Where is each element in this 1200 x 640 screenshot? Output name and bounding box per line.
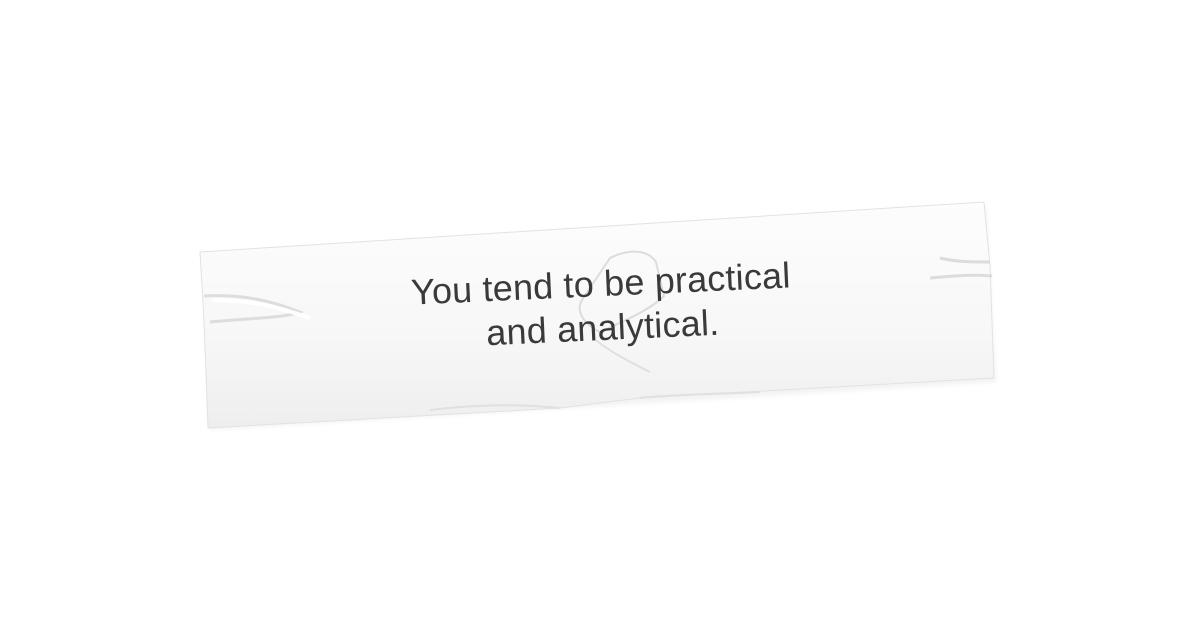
fortune-line-2: and analytical. xyxy=(485,301,721,354)
fortune-message xyxy=(400,253,804,359)
fortune-line-1: You tend to be practical xyxy=(410,254,792,313)
